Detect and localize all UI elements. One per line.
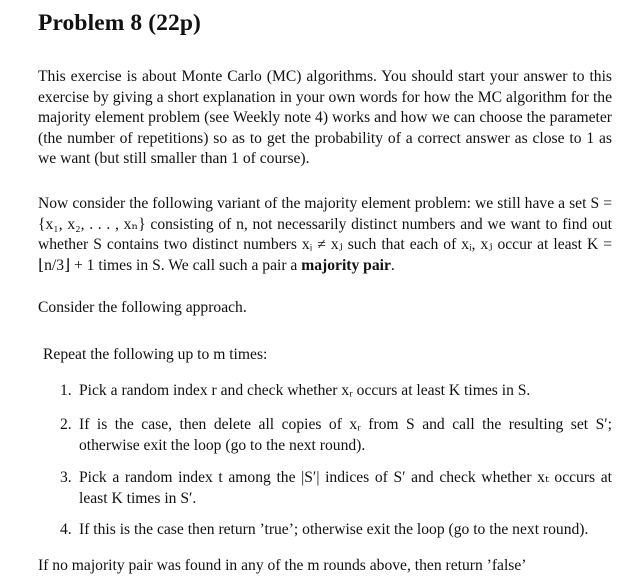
variant-line-2: S = {x₁, x₂, . . . , xₙ} consisting of n, not necessarily distinct numbers and we want [38, 195, 613, 233]
variant-period: . [390, 256, 395, 274]
list-text: Pick a random index t among the |S′| indices of S′ and check whether xₜ occurs at least K times in S′. [79, 469, 612, 507]
list-text: If is the case, then delete all copies of xᵣ from S and call the resulting set S′; otherwise exit the loop (go to the next round). [79, 416, 612, 454]
list-number: 2. [60, 416, 72, 433]
approach-line: Consider the following approach. [38, 299, 247, 316]
list-number: 4. [60, 521, 72, 538]
problem-title: Problem 8 (22p) [38, 10, 201, 36]
closing-line: If no majority pair was found in any of the m rounds above, then return ’false’ [38, 557, 527, 574]
list-text: If this is the case then return ’true’; otherwise exit the loop (go to the next round). [79, 521, 589, 538]
list-number: 3. [60, 469, 72, 486]
variant-line-3: to find out whether S contains two distinct numbers xᵢ ≠ xⱼ such that each of xᵢ, xⱼ [38, 215, 613, 253]
variant-line-4: occur at least K = ⌊n/3⌋ + 1 times in S. We call such a pair a [38, 236, 613, 274]
variant-paragraph [38, 194, 612, 276]
majority-pair-term: majority pair [301, 256, 391, 274]
intro-paragraph: This exercise is about Monte Carlo (MC) algorithms. You should start your answer to this exercise by giving a short explanation in your own words for how the MC algorithm for the majority element problem (see Weekly note 4) works and how we can choose the parameter (the number of repetitions) so as to get the probability of a correct answer as close to 1 as we want (but still smaller than 1 of course). [38, 68, 612, 167]
list-number: 1. [60, 382, 72, 399]
repeat-line: Repeat the following up to m times: [43, 346, 268, 363]
variant-line-1: Now consider the following variant of the majority element problem: we still have a set [38, 195, 587, 212]
list-text: Pick a random index r and check whether xᵣ occurs at least K times in S. [79, 382, 531, 399]
